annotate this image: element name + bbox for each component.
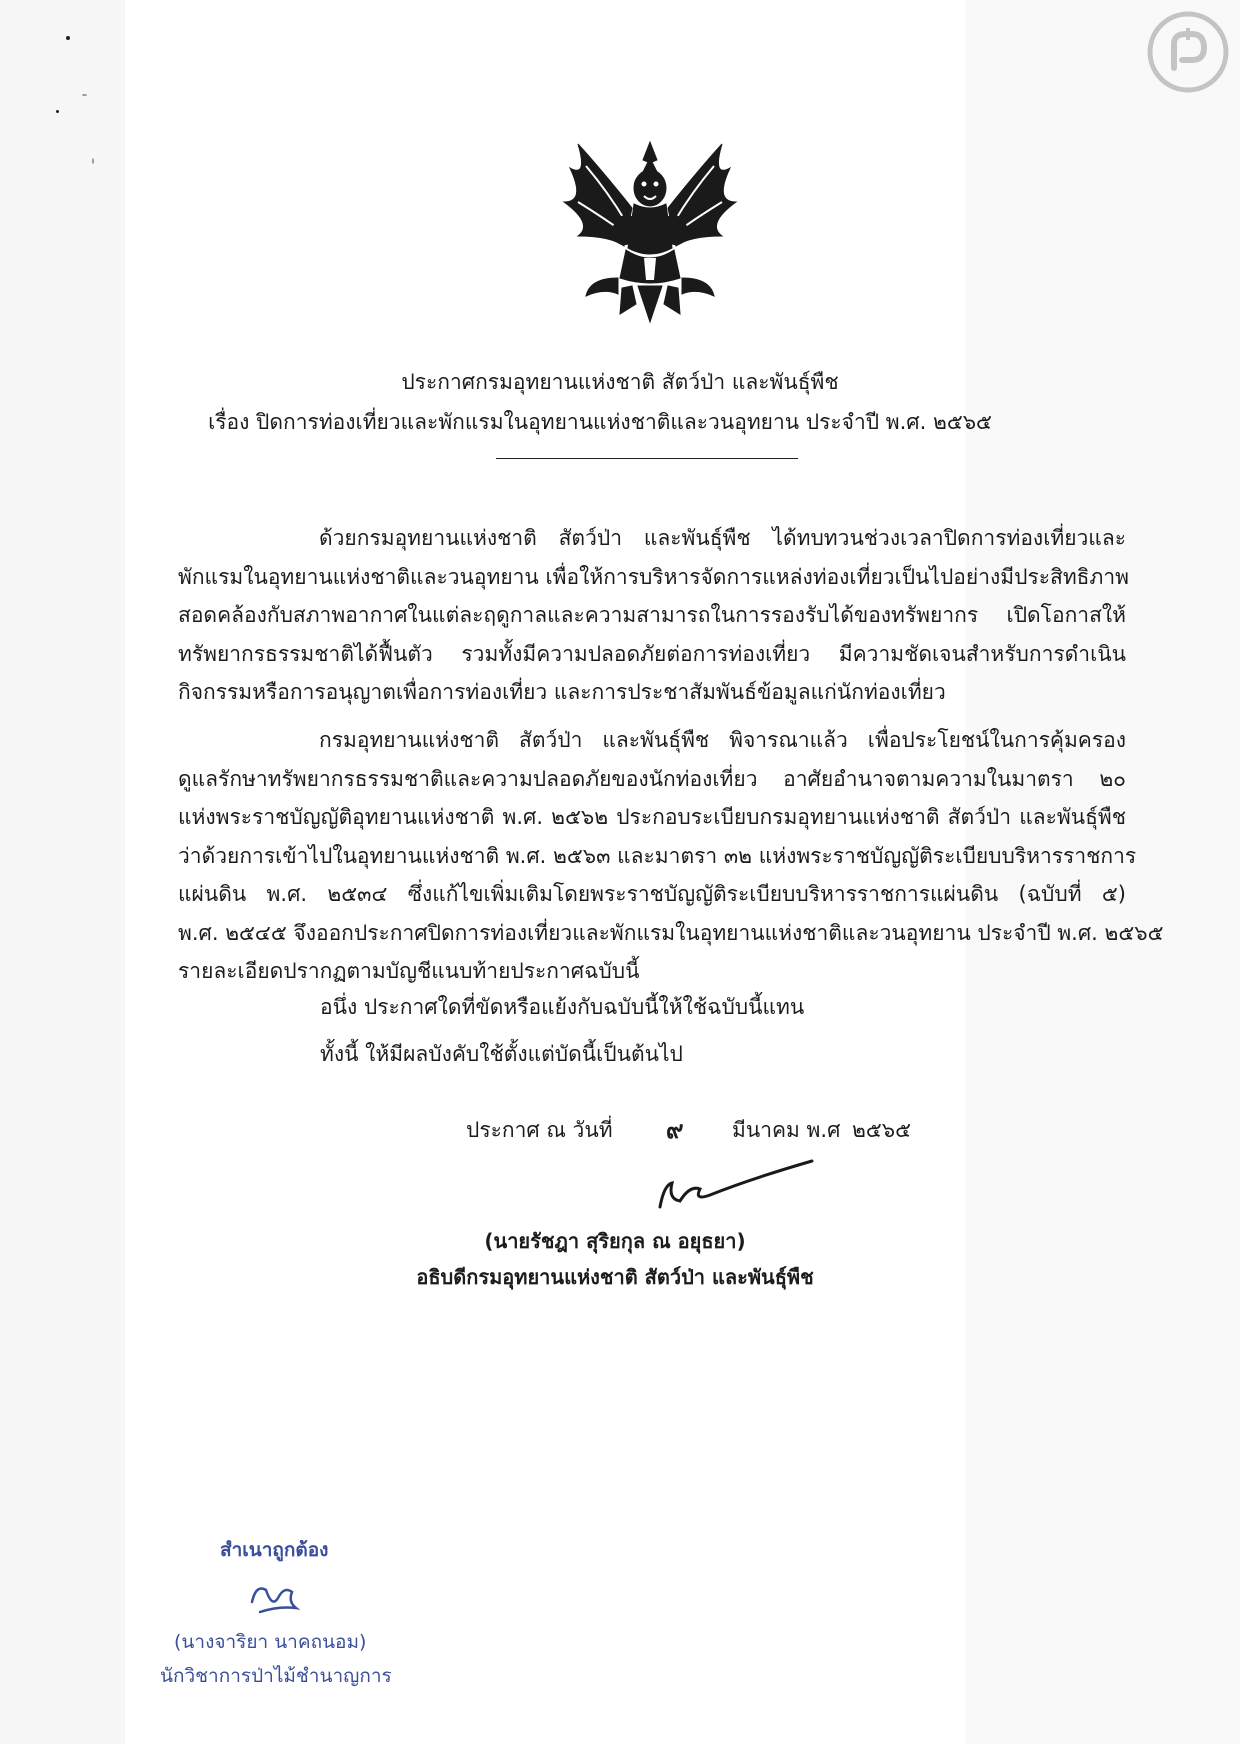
- title-divider: [496, 458, 798, 459]
- paragraph-line: สอดคล้องกับสภาพอากาศในแต่ละฤดูกาลและความสามารถในการรองรับได้ของทรัพยากร เปิดโอกาสให้: [178, 603, 1126, 627]
- signatory-title: อธิบดีกรมอุทยานแห่งชาติ สัตว์ป่า และพันธุ์พืช: [416, 1265, 814, 1289]
- circular-logo-icon: [1146, 10, 1230, 94]
- body-sentence-3: อนึ่ง ประกาศใดที่ขัดหรือแย้งกับฉบับนี้ให้ใช้ฉบับนี้แทน: [320, 995, 805, 1019]
- paragraph-line: พ.ศ. ๒๕๔๕ จึงออกประกาศปิดการท่องเที่ยวและพักแรมในอุทยานแห่งชาติและวนอุทยาน ประจำปี พ.ศ. ๒๕๖๕: [178, 920, 1164, 945]
- paragraph-line: พักแรมในอุทยานแห่งชาติและวนอุทยาน เพื่อให้การบริหารจัดการแหล่งท่องเที่ยวเป็นไปอย่างมีประสิทธิภาพ: [178, 564, 1129, 589]
- paragraph-line: ทรัพยากรธรรมชาติได้ฟื้นตัว รวมทั้งมีความปลอดภัยต่อการท่องเที่ยว มีความชัดเจนสำหรับการดำเนิน: [178, 641, 1126, 666]
- paragraph-line: กรมอุทยานแห่งชาติ สัตว์ป่า และพันธุ์พืช พิจารณาแล้ว เพื่อประโยชน์ในการคุ้มครอง: [319, 728, 1126, 752]
- scan-speck: [82, 94, 87, 96]
- director-signature: [650, 1155, 820, 1215]
- paragraph-line: รายละเอียดปรากฏตามบัญชีแนบท้ายประกาศฉบับนี้: [178, 959, 640, 983]
- certified-copy-label: สำเนาถูกต้อง: [220, 1539, 329, 1561]
- paragraph-line: แผ่นดิน พ.ศ. ๒๕๓๔ ซึ่งแก้ไขเพิ่มเติมโดยพระราชบัญญัติระเบียบบริหารราชการแผ่นดิน (ฉบับที่ ๕): [178, 882, 1126, 906]
- signatory-name: (นายรัชฎา สุริยกุล ณ อยุธยา): [484, 1229, 746, 1253]
- scan-speck: [56, 110, 59, 113]
- body-paragraph-1: [178, 519, 1129, 712]
- paragraph-line: แห่งพระราชบัญญัติอุทยานแห่งชาติ พ.ศ. ๒๕๖๒ ประกอบระเบียบกรมอุทยานแห่งชาติ สัตว์ป่า และพันธุ์พืช: [178, 805, 1126, 829]
- date-day: ๙: [666, 1116, 684, 1144]
- announcement-title: ประกาศกรมอุทยานแห่งชาติ สัตว์ป่า และพันธุ์พืช: [401, 370, 839, 394]
- date-year: ๒๕๖๕: [852, 1118, 911, 1142]
- body-paragraph-2: [178, 721, 1164, 991]
- announcement-subject: เรื่อง ปิดการท่องเที่ยวและพักแรมในอุทยานแห่งชาติและวนอุทยาน ประจำปี พ.ศ. ๒๕๖๕: [208, 410, 992, 434]
- certifier-name: (นางจาริยา นาคถนอม): [174, 1631, 367, 1653]
- paragraph-line: กิจกรรมหรือการอนุญาตเพื่อการท่องเที่ยว และการประชาสัมพันธ์ข้อมูลแก่นักท่องเที่ยว: [178, 680, 946, 704]
- scan-speck: [66, 36, 70, 40]
- garuda-emblem-icon: [560, 138, 740, 324]
- paragraph-line: ด้วยกรมอุทยานแห่งชาติ สัตว์ป่า และพันธุ์พืช ได้ทบทวนช่วงเวลาปิดการท่องเที่ยวและ: [319, 526, 1126, 550]
- paragraph-line: ว่าด้วยการเข้าไปในอุทยานแห่งชาติ พ.ศ. ๒๕๖๓ และมาตรา ๓๒ แห่งพระราชบัญญัติระเบียบบริหารราชการ: [178, 843, 1137, 868]
- scan-speck: [92, 158, 94, 164]
- paragraph-line: ดูแลรักษาทรัพยากรธรรมชาติและความปลอดภัยของนักท่องเที่ยว อาศัยอำนาจตามความในมาตรา ๒๐: [178, 766, 1126, 791]
- date-month: มีนาคม พ.ศ: [732, 1118, 841, 1142]
- certifier-signature: [248, 1578, 300, 1614]
- body-sentence-4: ทั้งนี้ ให้มีผลบังคับใช้ตั้งแต่บัดนี้เป็นต้นไป: [320, 1042, 683, 1066]
- date-label: ประกาศ ณ วันที่: [466, 1118, 613, 1142]
- certifier-title: นักวิชาการป่าไม้ชำนาญการ: [160, 1665, 392, 1687]
